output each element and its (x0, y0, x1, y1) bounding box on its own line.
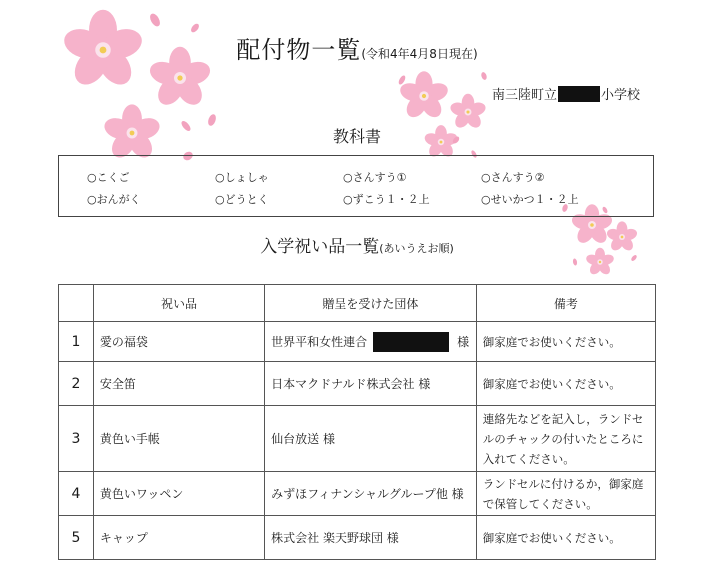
gifts-heading-note: (あいうえお順) (379, 242, 454, 255)
gift-item: キャップ (93, 516, 264, 560)
column-header: 備考 (476, 285, 655, 322)
column-header: 祝い品 (93, 285, 264, 322)
textbooks-box (58, 155, 654, 217)
column-header-no (59, 285, 94, 322)
table-row (59, 362, 656, 406)
textbook-item: ○さんすう② (481, 171, 545, 184)
gifts-table (58, 284, 656, 560)
gift-org: みずほフィナンシャルグループ他 様 (265, 472, 477, 516)
row-number: 4 (59, 472, 94, 516)
table-row (59, 406, 656, 472)
textbook-item: ○せいかつ１・２上 (481, 193, 579, 206)
gift-org (265, 322, 477, 362)
gift-item: 安全笛 (93, 362, 264, 406)
title-text: 配付物一覧 (236, 36, 362, 64)
gift-item: 黄色いワッペン (93, 472, 264, 516)
org-name: 世界平和女性連合 (271, 335, 368, 349)
row-number: 3 (59, 406, 94, 472)
page-title (0, 30, 714, 65)
title-date: (令和4年4月8日現在) (361, 47, 478, 61)
gifts-heading (0, 232, 714, 257)
column-header: 贈呈を受けた団体 (265, 285, 477, 322)
gift-item: 愛の福袋 (93, 322, 264, 362)
table-header-row (59, 285, 656, 322)
table-row (59, 516, 656, 560)
gift-note: 御家庭でお使いください。 (476, 362, 655, 406)
school-suffix: 小学校 (600, 88, 640, 103)
row-number: 5 (59, 516, 94, 560)
row-number: 1 (59, 322, 94, 362)
gift-note: 連絡先などを記入し，ランドセルのチャックの付いたところに入れてください。 (476, 406, 655, 472)
row-number: 2 (59, 362, 94, 406)
blossom-icon (398, 71, 450, 121)
table-row (59, 322, 656, 362)
gift-note: 御家庭でお使いください。 (476, 516, 655, 560)
gift-org: 仙台放送 様 (265, 406, 477, 472)
textbook-item: ○こくご (87, 171, 130, 184)
table-row (59, 472, 656, 516)
textbook-item: ○おんがく (87, 193, 141, 206)
redaction-bar (558, 86, 600, 102)
gifts-heading-text: 入学祝い品一覧 (260, 237, 380, 257)
textbook-item: ○さんすう① (343, 171, 407, 184)
school-prefix: 南三陸町立 (491, 88, 557, 103)
gift-note: ランドセルに付けるか，御家庭で保管してください。 (476, 472, 655, 516)
textbook-item: ○どうとく (215, 193, 269, 206)
textbook-item: ○ずこう１・２上 (343, 193, 430, 206)
school-name (492, 84, 640, 103)
redaction-bar (373, 332, 449, 352)
org-honorific: 様 (457, 335, 470, 349)
textbook-item: ○しょしゃ (215, 171, 269, 184)
gift-org: 株式会社 楽天野球団 様 (265, 516, 477, 560)
textbooks-heading: 教科書 (332, 127, 381, 146)
gift-org: 日本マクドナルド株式会社 様 (265, 362, 477, 406)
gift-item: 黄色い手帳 (93, 406, 264, 472)
gift-note: 御家庭でお使いください。 (476, 322, 655, 362)
